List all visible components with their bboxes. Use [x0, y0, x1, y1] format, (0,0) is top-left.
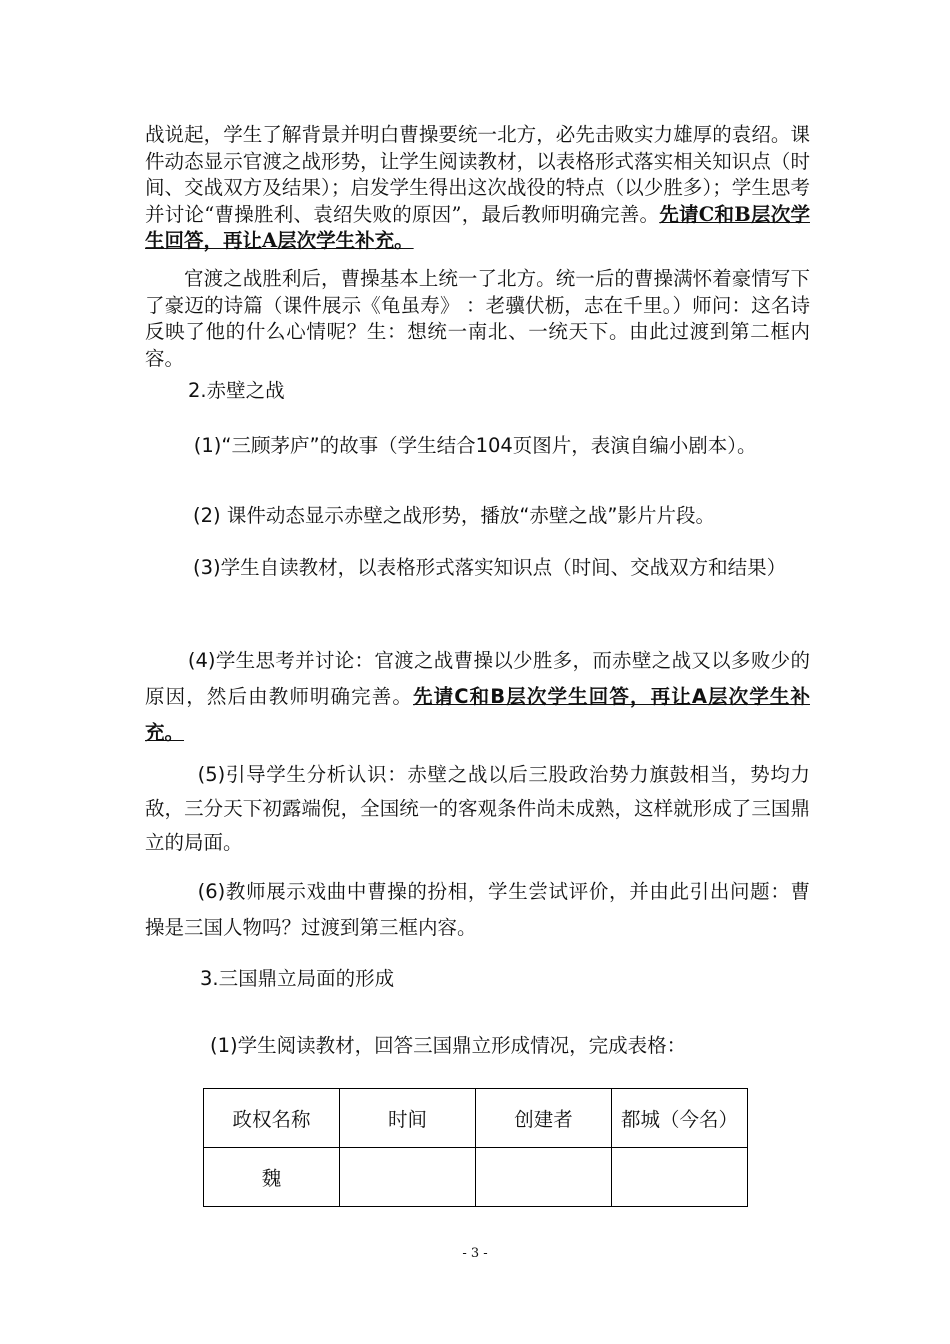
paragraph-text: (4)学生思考并讨论：官渡之战曹操以少胜多，而赤壁之战又以多败少的原因，然后由教师明确完善。: [145, 649, 810, 708]
paragraph-guandu-intro: [145, 122, 810, 255]
table-row: [204, 1148, 748, 1207]
step-4: [145, 643, 810, 751]
table-cell: [476, 1148, 612, 1207]
table-cell: [340, 1148, 476, 1207]
table-header-cell: 创建者: [476, 1089, 612, 1148]
step-5: (5)引导学生分析认识：赤壁之战以后三股政治势力旗鼓相当，势均力敌，三分天下初露端倪，全国统一的客观条件尚未成熟，这样就形成了三国鼎立的局面。: [145, 763, 810, 854]
paragraph-after-guandu: 官渡之战胜利后，曹操基本上统一了北方。统一后的曹操满怀着豪情写下了豪迈的诗篇（课件展示《龟虽寿》 ：老骥伏枥，志在千里。）师问：这名诗反映了他的什么心情呢？生：想统一南北、一统天下。由此过渡到第二框内容。: [145, 267, 810, 370]
step-2: (2) 课件动态显示赤壁之战形势，播放“赤壁之战”影片片段。: [193, 504, 716, 527]
step-6: (6)教师展示戏曲中曹操的扮相，学生尝试评价，并由此引出问题：曹操是三国人物吗？过渡到第三框内容。: [145, 880, 810, 939]
table-header-cell: 政权名称: [204, 1089, 340, 1148]
step-3: (3)学生自读教材，以表格形式落实知识点（时间、交战双方和结果）: [193, 556, 787, 579]
paragraph-text: 战说起，学生了解背景并明白曹操要统一北方，必先击败实力雄厚的袁绍。课件动态显示官渡之战形势，让学生阅读教材，以表格形式落实相关知识点（时间、交战双方及结果）；启发学生得出这次战役的特点（以少胜多）；学生思考并讨论“曹操胜利、袁绍失败的原因”，最后教师明确完善。: [145, 123, 810, 226]
step-7: (1)学生阅读教材，回答三国鼎立形成情况，完成表格：: [210, 1034, 687, 1057]
table-header-row: [204, 1089, 748, 1148]
page-number: - 3 -: [462, 1246, 488, 1261]
section-heading-sanguo: 3.三国鼎立局面的形成: [200, 967, 395, 990]
sanguo-table: [203, 1088, 748, 1207]
step-1: (1)“三顾茅庐”的故事（学生结合104页图片，表演自编小剧本）。: [193, 434, 757, 457]
table-cell: 魏: [204, 1148, 340, 1207]
table-header-cell: 都城（今名）: [612, 1089, 748, 1148]
table-cell: [612, 1148, 748, 1207]
table-header-cell: 时间: [340, 1089, 476, 1148]
section-heading-chibi: 2.赤壁之战: [188, 379, 285, 402]
bold-instruction: 先请C和B层次学生回答，再让A层次学生补充。: [145, 685, 810, 744]
bold-instruction: 先请C和B层次学生回答，再让A层次学生补充。: [145, 202, 810, 252]
